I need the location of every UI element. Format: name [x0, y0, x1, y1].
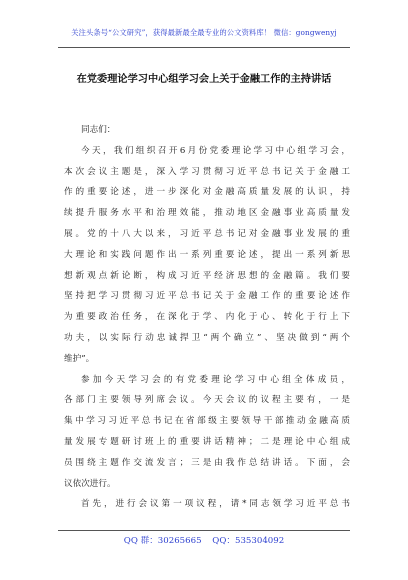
text-line: 为重要政治任务，在深化于学、内化于心、转化于行上下 — [64, 312, 350, 323]
salutation-line: 同志们： — [81, 125, 116, 135]
paragraph-2 — [64, 370, 350, 495]
text-line: 首先，进行会议第一项议程，请*同志领学习近平总书 — [81, 499, 350, 510]
text-line: 续提升服务水平和治理效能，推动地区金融事业高质量发 — [64, 208, 350, 219]
text-line: 本次会议主题是，深入学习贯彻习近平总书记关于金融工 — [64, 166, 350, 177]
paragraph-1 — [64, 141, 350, 370]
text-line: 议依次进行。 — [64, 478, 116, 489]
footer-contact — [0, 534, 408, 546]
paragraph-3 — [64, 494, 350, 515]
header-banner: 关注头条号“公文研究”，获得最新最全最专业的公文资料库！ 微信：gongwenyj — [71, 28, 337, 37]
text-line: 坚持把学习贯彻习近平总书记关于金融工作的重要论述作 — [64, 291, 350, 302]
text-line: 作的重要论述，进一步深化对金融高质量发展的认识，持 — [64, 187, 350, 198]
text-line: 员围绕主题作交流发言；三是由我作总结讲话。下面，会 — [64, 457, 350, 468]
qq-group-number: QQ 群：30265665 — [123, 536, 202, 546]
salutation — [64, 120, 350, 141]
text-line: 今天，我们组织召开6月份党委理论学习中心组学习会， — [81, 145, 350, 156]
text-line: 量发展专题研讨班上的重要讲话精神；二是理论中心组成 — [64, 436, 350, 447]
document-body — [64, 120, 350, 515]
text-line: 集中学习习近平总书记在省部级主要领导干部推动金融高质 — [64, 416, 350, 427]
text-line: 各部门主要领导列席会议。今天会议的议程主要有，一是 — [64, 395, 350, 406]
text-line: 展。党的十八大以来，习近平总书记对金融事业发展的重 — [64, 228, 350, 239]
text-line: 想新观点新论断，构成习近平经济思想的金融篇。我们要 — [64, 270, 350, 281]
text-line: 大理论和实践问题作出一系列重要论述，提出一系列新思 — [64, 249, 350, 260]
document-title: 在党委理论学习中心组学习会上关于金融工作的主持讲话 — [76, 73, 332, 85]
text-line: 参加今天学习会的有党委理论学习中心组全体成员， — [81, 374, 350, 385]
header-divider — [58, 47, 350, 48]
footer-divider — [58, 530, 350, 531]
qq-number: QQ：535304092 — [212, 536, 285, 546]
text-line: 维护”。 — [64, 353, 95, 364]
text-line: 功夫，以实际行动忠诚捍卫“两个确立”、坚决做到“两个 — [64, 332, 350, 343]
